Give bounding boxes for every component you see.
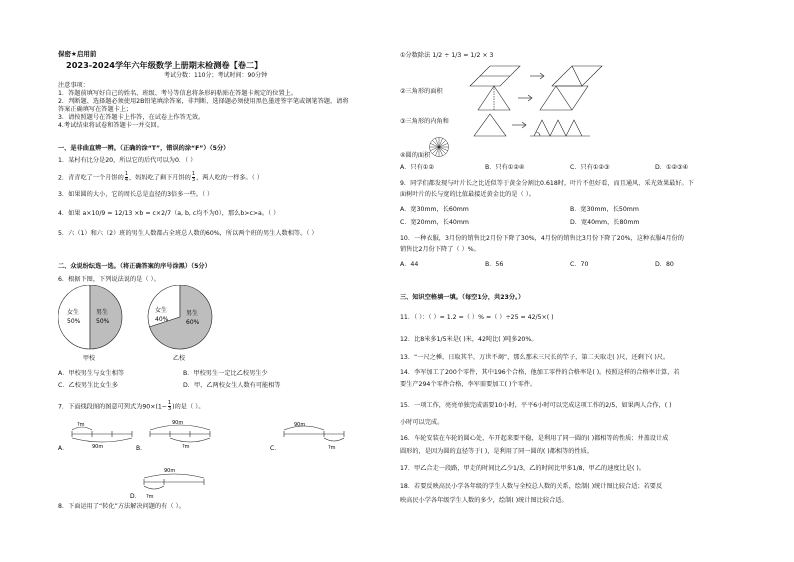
option-c-label: C． bbox=[270, 445, 281, 452]
school-pie-charts bbox=[58, 285, 268, 365]
method-3: ③三角形的内角和 bbox=[400, 118, 449, 125]
note-item: 2．判断题、选择题必须使用2B铅笔填涂答案，非判断、选择题必须使用黑色墨迹签字笔或钢笔答题，请将 bbox=[58, 98, 349, 105]
option-c: C．乙校男生比女生多 bbox=[58, 382, 119, 389]
option-d: D．①②③④ bbox=[655, 164, 689, 171]
confidential-label: 保密★启用前 bbox=[58, 50, 97, 58]
question-11: 11．（ ）：（ ）= 1.2 =（ ）% =（ ）÷25 = 42/5×( ) bbox=[400, 314, 554, 321]
segment-label: 90m bbox=[294, 422, 306, 428]
segment-label: 90m bbox=[92, 444, 104, 450]
triangle-angle-figure bbox=[470, 110, 600, 140]
question-10-line-1: 10．一种衣服，3月份的销售比2月份下降了30%，4月份的销售比3月份下降了20%，这种衣服4月份的 bbox=[400, 235, 684, 242]
option-b: B．宽30mm，长50mm bbox=[570, 206, 639, 213]
pie-label: 男生 bbox=[186, 310, 199, 317]
pie-label: 女生 bbox=[67, 309, 80, 316]
pie-slice-boys bbox=[90, 285, 122, 349]
pie-slice-girls bbox=[58, 285, 90, 349]
notes-heading: 注意事项： bbox=[58, 82, 89, 89]
option-d-label: D． bbox=[130, 493, 141, 500]
note-item: 答案正确填写在答题卡上； bbox=[58, 106, 133, 113]
section-2-heading: 二、众说纷纭选一选。（将正确答案的序号涂黑）（5分） bbox=[58, 263, 211, 270]
option-b: B．甲校男生一定比乙校男生少 bbox=[183, 370, 268, 377]
option-c: C．只有①②③ bbox=[570, 164, 610, 171]
question-14-line-1: 14．李军加工了200个零件，其中196个合格，他加工零件的合格率是( )。按照这样的合格率计算，若 bbox=[400, 369, 680, 376]
option-d: D．80 bbox=[655, 261, 674, 268]
segment-label: ?m bbox=[77, 422, 85, 428]
question-16-line-2: 圆形的，是因为圆的直径等于( )，是利用了同一圆的( )都相等的性质。 bbox=[400, 448, 594, 455]
segment-label: 90m bbox=[164, 468, 176, 474]
pie-label: 女生 bbox=[155, 307, 168, 314]
option-d: D．甲、乙两校女生人数有可能相等 bbox=[183, 382, 281, 389]
segment-label: 90m bbox=[172, 420, 184, 426]
option-b: B．只有①②④ bbox=[485, 164, 525, 171]
exam-title: 2023-2024学年六年级数学上册期末检测卷【卷二】 bbox=[66, 60, 263, 70]
pie-jia bbox=[58, 285, 122, 362]
question-12: 12．比8米多1/5米是( )米，42吨比( )吨多20%。 bbox=[400, 336, 538, 343]
option-c: C．70 bbox=[570, 261, 589, 268]
question-9-line-2: 面树叶片的长与宽的比值最接近黄金比的是（ ）。 bbox=[400, 191, 535, 198]
question-8: 8．下面运用了“转化”方法解决问题的有（ ）。 bbox=[58, 503, 185, 510]
note-item: 3．请按照题号在答题卡上作答，在试卷上作答无效。 bbox=[58, 114, 205, 121]
question-15-line-1: 15．一项工作，亮亮单独完成需要10小时，平平6小时可以完成这项工作的2/5，如果两人合作，( ) bbox=[400, 402, 672, 409]
question-4: 4．如果 a×10/9 = 12/13 ×b = c×2/7（a, b, c均不为0），那么b>c>a。（ ） bbox=[58, 210, 280, 217]
pie-yi bbox=[148, 285, 212, 362]
question-16-line-1: 16．车轮安装在车轮的圆心处，车开起来要平稳，是利用了同一圆的( )都相等的性质；井盖设计成 bbox=[400, 435, 669, 442]
question-13: 13．“一尺之棰，日取其半，万世不竭”，那么那未三尺长的竿子，第二天取走( )尺，还剩下( )尺。 bbox=[400, 354, 670, 361]
note-item: 1．答题前填写好自己的姓名、班级、考号等信息将条形码粘贴在答题卡规定的位置上。 bbox=[58, 90, 298, 97]
pie-value: 50% bbox=[67, 318, 81, 325]
question-5: 5．六（1）和六（2）班的男生人数都占全班总人数的60%，所以两个班的男生人数相等。（ ） bbox=[58, 230, 318, 237]
fraction: $\frac{1}{3}$ bbox=[191, 171, 196, 183]
segment-label: ?m bbox=[146, 494, 154, 500]
pie-caption: 乙校 bbox=[173, 355, 186, 362]
option-a: A．44 bbox=[400, 261, 419, 268]
fraction: $\frac{1}{4}$ bbox=[124, 171, 128, 183]
pie-value: 60% bbox=[186, 319, 200, 326]
section-3-heading: 三、知识空格填一填。（每空1分，共23分。） bbox=[400, 294, 525, 301]
pie-caption: 甲校 bbox=[83, 355, 96, 362]
note-item: 4.考试结束将试卷和答题卡一并交回。 bbox=[58, 122, 163, 129]
exam-subtitle: 考试分数：110分；考试时间：90分钟 bbox=[164, 72, 268, 79]
question-18-line-1: 18．若要反映高民小学各年级的学生人数与全校总人数的关系，绘制( )统计图比较合适；若要反 bbox=[400, 483, 663, 490]
option-a: A．宽30mm，长60mm bbox=[400, 206, 469, 213]
option-d: D．宽40mm，长80mm bbox=[570, 219, 640, 226]
question-3: 3．如果圆的大小，它的周长总是直径的3倍多一些。（ ） bbox=[58, 191, 214, 198]
segment-diagrams bbox=[58, 412, 388, 512]
question-14-line-2: 要生产294个零件合格，李军需要加工( )个零件。 bbox=[400, 381, 537, 388]
pie-value: 50% bbox=[96, 318, 110, 325]
fraction: $\frac{1}{3}$ bbox=[167, 400, 172, 412]
method-1: ①分数除法 1/2 ÷ 1/3 = 1/2 × 3 bbox=[400, 52, 494, 59]
option-a: A．甲校男生与女生相等 bbox=[58, 370, 125, 377]
segment-label: ?m bbox=[328, 445, 336, 451]
option-b-label: B． bbox=[136, 445, 147, 452]
option-a: A．只有①② bbox=[400, 164, 434, 171]
method-4: ④圆的面积 bbox=[400, 152, 431, 159]
circle-sector-figure bbox=[428, 136, 450, 158]
option-c: C．宽20mm，长40mm bbox=[400, 219, 469, 226]
question-2: 2．青青吃了一个月饼的 $\frac{1}{4}$ ，妈妈吃了剩下月饼的 $\frac{1}{3}$ ，两人吃的一样多。（ ） bbox=[58, 171, 263, 183]
method-2: ②三角形的面积 bbox=[400, 88, 443, 95]
question-1: 1．某村有比分是20，所以它的后代可以为0．（ ） bbox=[58, 157, 197, 164]
question-15-line-2: 小时可以完成。 bbox=[400, 419, 444, 426]
question-7: 7．下面线段图的图意可列式为90×(1− $\frac{1}{3}$ )的是（ ）。 bbox=[58, 400, 205, 412]
question-17: 17．甲乙合走一段路，甲走的时间比乙少1/3，乙的时间比甲多1/8，甲乙的速度比是( )。 bbox=[400, 465, 645, 472]
question-6: 6．根据下图，下列说法说的是（ ）。 bbox=[58, 276, 160, 283]
segment-label: ?m bbox=[182, 444, 190, 450]
pie-value: 40% bbox=[155, 316, 169, 323]
option-b: B．56 bbox=[485, 261, 504, 268]
question-9-line-1: 9．同学们都发现与叶片长之比近似等于黄金分割比0.618时，叶片不但好看，而且通风、采光效果最好。下 bbox=[400, 180, 694, 187]
section-1-heading: 一、是非曲直辨一辨。（正确的涂“T”，错误的涂“F”）（5分） bbox=[58, 145, 230, 152]
question-10-line-2: 销售比2月份下降了（ ）%。 bbox=[400, 246, 480, 253]
question-18-line-2: 映高民小学各年级学生人数的多少，绘制( )统计图比较合适。 bbox=[400, 497, 568, 504]
option-a-label: A． bbox=[58, 445, 69, 452]
pie-label: 男生 bbox=[96, 309, 109, 316]
